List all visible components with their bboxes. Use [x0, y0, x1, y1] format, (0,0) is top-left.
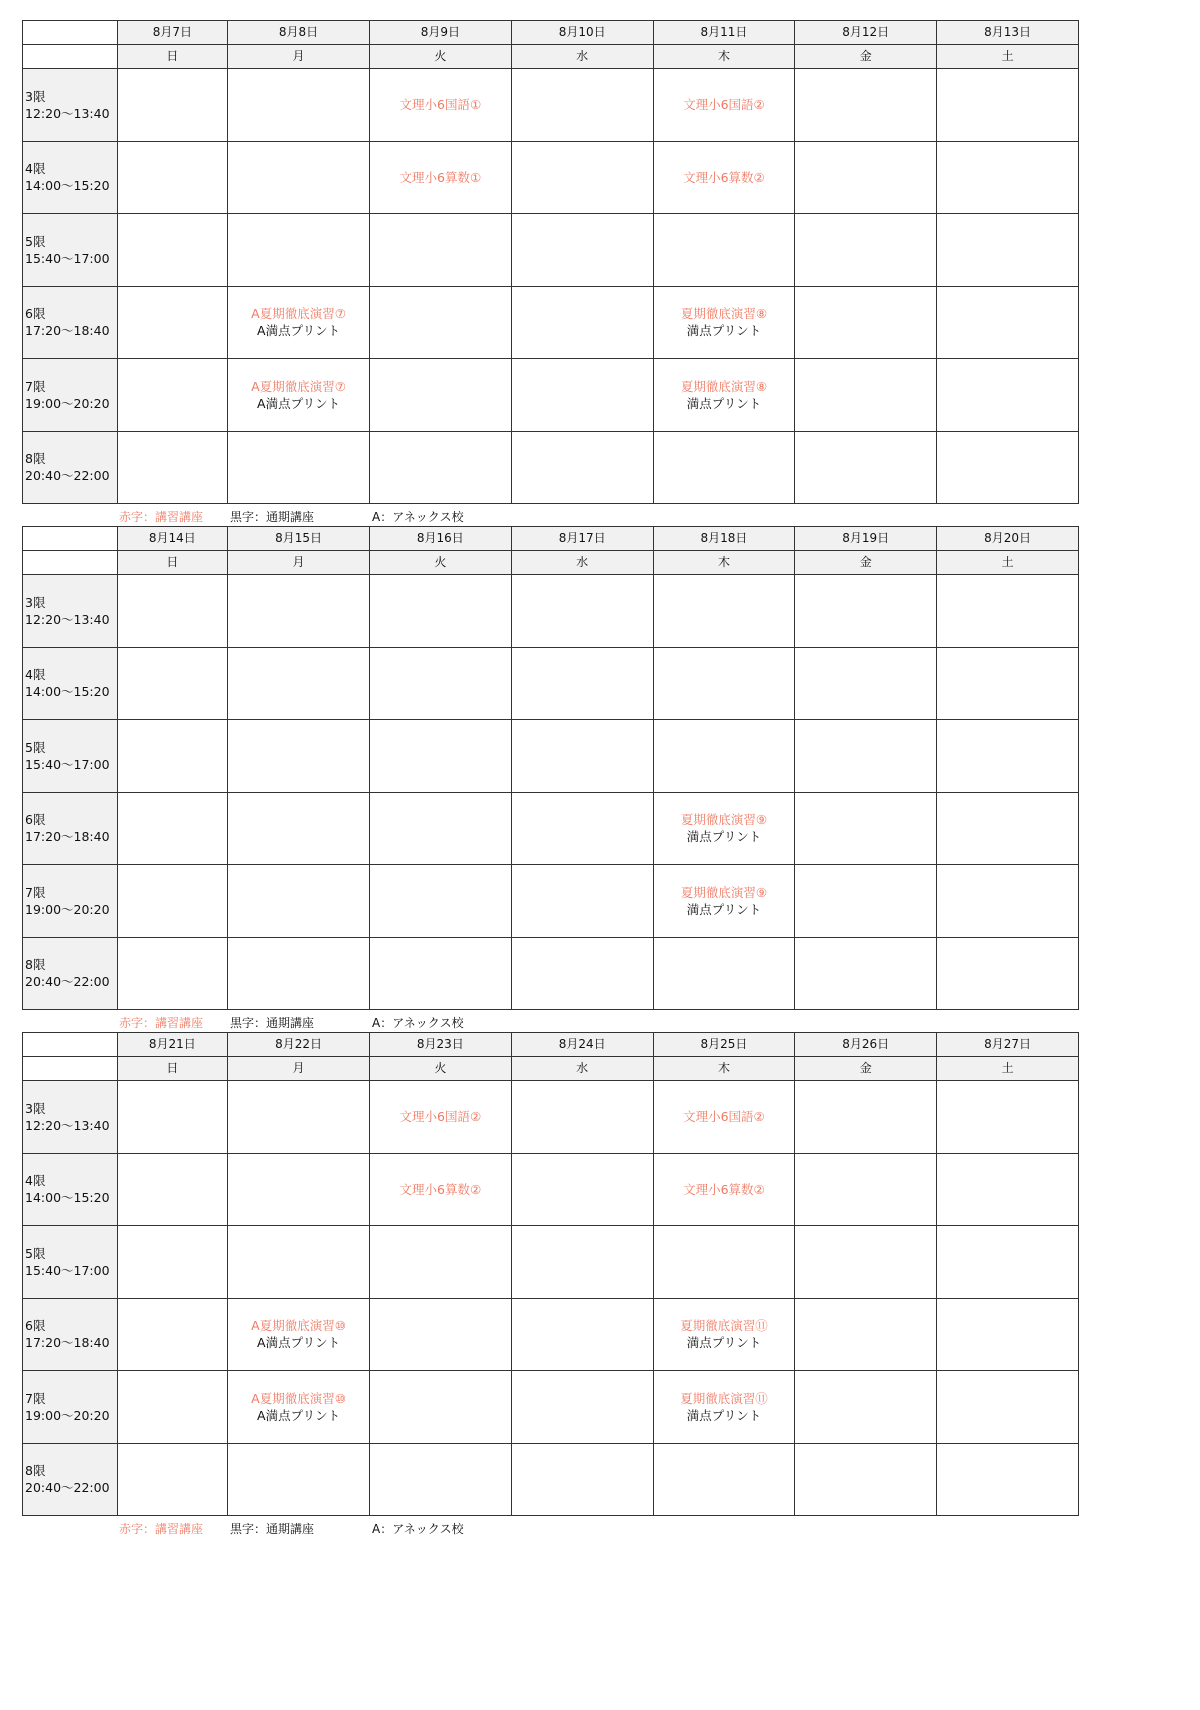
date-header: 8月11日: [653, 21, 795, 45]
date-header: 8月17日: [511, 527, 653, 551]
date-header: 8月22日: [228, 1033, 370, 1057]
period-time: 15:40～17:00: [25, 250, 110, 266]
schedule-cell: [511, 647, 653, 720]
seasonal-course: 夏期徹底演習⑧: [680, 378, 768, 394]
schedule-cell: [795, 1081, 937, 1154]
schedule-cell: [369, 575, 511, 648]
schedule-cell: [937, 1298, 1079, 1371]
schedule-cell: [117, 647, 228, 720]
schedule-cell: [369, 1298, 511, 1371]
seasonal-course: 文理小6国語①: [399, 97, 482, 113]
schedule-cell: [117, 214, 228, 287]
schedule-cell: [937, 1443, 1079, 1516]
schedule-cell: [228, 431, 370, 504]
period-row: [23, 1371, 1079, 1444]
schedule-cell: [117, 141, 228, 214]
schedule-cell: [937, 937, 1079, 1010]
schedule-cell: [228, 792, 370, 865]
schedule-cell: [369, 865, 511, 938]
period-number: 6限: [25, 812, 46, 828]
date-header: 8月15日: [228, 527, 370, 551]
date-header: 8月19日: [795, 527, 937, 551]
schedule-cell: [369, 214, 511, 287]
period-label: [23, 1298, 118, 1371]
weekday-header: 木: [653, 45, 795, 69]
schedule-cell: [937, 1371, 1079, 1444]
weekday-header-row: [23, 1057, 1079, 1081]
period-number: 4限: [25, 1173, 46, 1189]
period-row: [23, 141, 1079, 214]
schedule-cell: [511, 431, 653, 504]
date-header: 8月16日: [369, 527, 511, 551]
period-number: 8限: [25, 957, 46, 973]
seasonal-course: 文理小6算数①: [399, 169, 482, 185]
schedule-cell: [795, 69, 937, 142]
period-time: 12:20～13:40: [25, 105, 110, 121]
date-header: 8月24日: [511, 1033, 653, 1057]
weekday-header: 火: [369, 1057, 511, 1081]
period-number: 3限: [25, 88, 46, 104]
schedule-cell: [795, 1443, 937, 1516]
period-time: 12:20～13:40: [25, 611, 110, 627]
schedule-cell: [653, 1371, 795, 1444]
period-row: [23, 1226, 1079, 1299]
header-corner: [23, 1057, 118, 1081]
schedule-cell: [937, 792, 1079, 865]
schedule-cell: [795, 359, 937, 432]
period-row: [23, 1153, 1079, 1226]
legend-regular: 黒字：通期講座: [230, 1016, 315, 1030]
schedule-cell: [117, 575, 228, 648]
header-corner: [23, 21, 118, 45]
schedule-cell: [369, 286, 511, 359]
period-number: 7限: [25, 378, 46, 394]
schedule-cell: [511, 1081, 653, 1154]
date-header: 8月25日: [653, 1033, 795, 1057]
legend-annex: A：アネックス校: [372, 1522, 464, 1536]
schedule-cell: [511, 359, 653, 432]
period-time: 14:00～15:20: [25, 1190, 110, 1206]
schedule-cell: [937, 286, 1079, 359]
schedule-cell: [795, 720, 937, 793]
period-number: 5限: [25, 739, 46, 755]
regular-course: 満点プリント: [686, 395, 762, 411]
schedule-cell: [653, 286, 795, 359]
header-corner: [23, 45, 118, 69]
schedule-cell: [369, 1443, 511, 1516]
schedule-cell: [653, 1298, 795, 1371]
schedule-cell: [117, 865, 228, 938]
schedule-cell: [937, 720, 1079, 793]
seasonal-course: 文理小6国語②: [399, 1109, 482, 1125]
date-header: 8月14日: [117, 527, 228, 551]
period-time: 20:40～22:00: [25, 468, 110, 484]
schedule-cell: [228, 69, 370, 142]
legend: [22, 504, 1079, 526]
regular-course: A満点プリント: [257, 1335, 341, 1351]
schedule-cell: [653, 214, 795, 287]
schedule-cell: [369, 431, 511, 504]
schedule-cell: [937, 575, 1079, 648]
schedule-cell: [369, 1081, 511, 1154]
seasonal-course: 文理小6国語②: [683, 97, 765, 113]
period-label: [23, 720, 118, 793]
schedule-cell: [937, 431, 1079, 504]
schedule-cell: [795, 141, 937, 214]
period-label: [23, 1443, 118, 1516]
legend-seasonal: 赤字：講習講座: [119, 510, 204, 524]
regular-course: 満点プリント: [686, 1335, 762, 1351]
date-header: 8月26日: [795, 1033, 937, 1057]
header-corner: [23, 527, 118, 551]
schedule-cell: [795, 1371, 937, 1444]
period-time: 20:40～22:00: [25, 1480, 110, 1496]
schedule-cell: [117, 792, 228, 865]
schedule-cell: [511, 1153, 653, 1226]
schedule-cell: [937, 214, 1079, 287]
date-header: 8月10日: [511, 21, 653, 45]
seasonal-course: A夏期徹底演習⑦: [251, 306, 346, 322]
period-label: [23, 575, 118, 648]
period-label: [23, 865, 118, 938]
date-header: 8月18日: [653, 527, 795, 551]
weekday-header: 月: [228, 1057, 370, 1081]
schedule-cell: [795, 431, 937, 504]
schedule-cell: [228, 1226, 370, 1299]
period-time: 12:20～13:40: [25, 1117, 110, 1133]
schedule-cell: [511, 937, 653, 1010]
schedule-cell: [117, 431, 228, 504]
schedule-cell: [795, 1153, 937, 1226]
weekday-header: 木: [653, 1057, 795, 1081]
period-time: 20:40～22:00: [25, 974, 110, 990]
period-time: 17:20～18:40: [25, 829, 110, 845]
schedule-cell: [653, 431, 795, 504]
schedule-cell: [228, 141, 370, 214]
schedule-cell: [795, 575, 937, 648]
period-number: 6限: [25, 306, 46, 322]
weekday-header: 水: [511, 1057, 653, 1081]
period-time: 14:00～15:20: [25, 684, 110, 700]
schedule-cell: [653, 647, 795, 720]
schedule-cell: [511, 214, 653, 287]
period-label: [23, 69, 118, 142]
schedule-cell: [511, 1298, 653, 1371]
schedule-cell: [937, 141, 1079, 214]
schedule-cell: [117, 720, 228, 793]
weekday-header: 金: [795, 551, 937, 575]
schedule-cell: [511, 865, 653, 938]
schedule-cell: [117, 69, 228, 142]
legend-regular: 黒字：通期講座: [230, 1522, 315, 1536]
period-row: [23, 792, 1079, 865]
regular-course: 満点プリント: [686, 901, 762, 917]
schedule-cell: [228, 359, 370, 432]
legend-seasonal: 赤字：講習講座: [119, 1522, 204, 1536]
schedule-cell: [795, 792, 937, 865]
period-label: [23, 1081, 118, 1154]
schedule-cell: [653, 1443, 795, 1516]
schedule-cell: [117, 937, 228, 1010]
schedule-cell: [937, 1226, 1079, 1299]
schedule-cell: [653, 1226, 795, 1299]
period-number: 8限: [25, 451, 46, 467]
schedule-cell: [795, 1298, 937, 1371]
schedule-cell: [228, 865, 370, 938]
weekday-header: 水: [511, 45, 653, 69]
schedule-cell: [795, 647, 937, 720]
seasonal-course: 夏期徹底演習⑧: [680, 306, 768, 322]
schedule-cell: [228, 720, 370, 793]
schedule-cell: [511, 792, 653, 865]
schedule-cell: [653, 359, 795, 432]
schedule-cell: [937, 1081, 1079, 1154]
period-number: 6限: [25, 1318, 46, 1334]
date-header: 8月21日: [117, 1033, 228, 1057]
schedule-cell: [369, 647, 511, 720]
weekday-header-row: [23, 551, 1079, 575]
period-label: [23, 647, 118, 720]
schedule-cell: [228, 1153, 370, 1226]
seasonal-course: 夏期徹底演習⑪: [680, 1390, 768, 1406]
date-header: 8月20日: [937, 527, 1079, 551]
legend-annex: A：アネックス校: [372, 1016, 464, 1030]
period-row: [23, 286, 1079, 359]
period-time: 19:00～20:20: [25, 901, 110, 917]
schedule-cell: [117, 286, 228, 359]
weekday-header: 月: [228, 551, 370, 575]
schedule-cell: [117, 1443, 228, 1516]
weekday-header: 日: [117, 1057, 228, 1081]
period-number: 5限: [25, 1245, 46, 1261]
schedule-cell: [228, 1443, 370, 1516]
period-label: [23, 792, 118, 865]
period-time: 17:20～18:40: [25, 1335, 110, 1351]
legend: [22, 1010, 1079, 1032]
seasonal-course: 文理小6算数②: [683, 1181, 765, 1197]
weekday-header-row: [23, 45, 1079, 69]
date-header: 8月8日: [228, 21, 370, 45]
schedule-cell: [369, 359, 511, 432]
weekday-header: 火: [369, 45, 511, 69]
period-row: [23, 359, 1079, 432]
schedule-cell: [369, 720, 511, 793]
schedule-cell: [795, 865, 937, 938]
schedule-cell: [653, 720, 795, 793]
period-number: 8限: [25, 1463, 46, 1479]
seasonal-course: 文理小6算数②: [399, 1181, 482, 1197]
week-table: [22, 526, 1079, 1010]
schedule-cell: [369, 937, 511, 1010]
schedule-cell: [369, 1371, 511, 1444]
period-time: 17:20～18:40: [25, 323, 110, 339]
date-header-row: [23, 527, 1079, 551]
period-row: [23, 214, 1079, 287]
period-time: 15:40～17:00: [25, 1262, 110, 1278]
schedule-cell: [511, 141, 653, 214]
schedule-cell: [937, 1153, 1079, 1226]
schedule-cell: [369, 69, 511, 142]
seasonal-course: A夏期徹底演習⑩: [251, 1390, 346, 1406]
schedule-cell: [117, 1226, 228, 1299]
regular-course: 満点プリント: [686, 1407, 762, 1423]
schedule-cell: [511, 1226, 653, 1299]
schedule-cell: [653, 575, 795, 648]
schedule-cell: [228, 1298, 370, 1371]
period-label: [23, 359, 118, 432]
schedule-cell: [228, 214, 370, 287]
schedule-cell: [228, 647, 370, 720]
schedule-cell: [511, 1371, 653, 1444]
seasonal-course: A夏期徹底演習⑩: [251, 1318, 346, 1334]
date-header: 8月9日: [369, 21, 511, 45]
legend-regular: 黒字：通期講座: [230, 510, 315, 524]
seasonal-course: 夏期徹底演習⑪: [680, 1318, 768, 1334]
period-number: 4限: [25, 161, 46, 177]
period-row: [23, 69, 1079, 142]
schedule-cell: [228, 937, 370, 1010]
week-table: [22, 1032, 1079, 1516]
weekday-header: 金: [795, 45, 937, 69]
legend-seasonal: 赤字：講習講座: [119, 1016, 204, 1030]
seasonal-course: 夏期徹底演習⑨: [680, 884, 768, 900]
schedule-cell: [653, 865, 795, 938]
regular-course: 満点プリント: [686, 829, 762, 845]
date-header-row: [23, 21, 1079, 45]
schedule-cell: [653, 1081, 795, 1154]
period-row: [23, 720, 1079, 793]
schedule-cell: [653, 1153, 795, 1226]
date-header-row: [23, 1033, 1079, 1057]
schedule-cell: [653, 792, 795, 865]
period-row: [23, 1298, 1079, 1371]
regular-course: A満点プリント: [257, 395, 341, 411]
regular-course: A満点プリント: [257, 1407, 341, 1423]
period-row: [23, 1081, 1079, 1154]
schedule-cell: [937, 359, 1079, 432]
weekday-header: 土: [937, 1057, 1079, 1081]
weekday-header: 月: [228, 45, 370, 69]
schedule-cell: [117, 1153, 228, 1226]
schedule-cell: [937, 865, 1079, 938]
period-row: [23, 1443, 1079, 1516]
schedule-cell: [369, 792, 511, 865]
weekday-header: 木: [653, 551, 795, 575]
period-label: [23, 141, 118, 214]
seasonal-course: 文理小6国語②: [683, 1109, 765, 1125]
weekday-header: 土: [937, 551, 1079, 575]
schedule-cell: [653, 937, 795, 1010]
schedule-cell: [653, 141, 795, 214]
period-number: 3限: [25, 594, 46, 610]
schedule-cell: [511, 286, 653, 359]
period-time: 19:00～20:20: [25, 1407, 110, 1423]
schedule-cell: [795, 286, 937, 359]
schedule-cell: [511, 575, 653, 648]
period-row: [23, 647, 1079, 720]
schedule-cell: [369, 1153, 511, 1226]
period-row: [23, 937, 1079, 1010]
schedule-cell: [937, 647, 1079, 720]
period-label: [23, 1371, 118, 1444]
period-time: 14:00～15:20: [25, 178, 110, 194]
weekday-header: 水: [511, 551, 653, 575]
period-row: [23, 575, 1079, 648]
schedule-cell: [795, 937, 937, 1010]
period-label: [23, 1153, 118, 1226]
regular-course: A満点プリント: [257, 323, 341, 339]
seasonal-course: 文理小6算数②: [683, 169, 765, 185]
period-number: 7限: [25, 1390, 46, 1406]
schedule-cell: [653, 69, 795, 142]
schedule-cell: [228, 286, 370, 359]
period-number: 3限: [25, 1100, 46, 1116]
period-row: [23, 865, 1079, 938]
schedule-cell: [795, 1226, 937, 1299]
period-number: 4限: [25, 667, 46, 683]
weekday-header: 日: [117, 551, 228, 575]
schedule-cell: [369, 141, 511, 214]
schedule-cell: [228, 1081, 370, 1154]
weekday-header: 火: [369, 551, 511, 575]
schedule-cell: [511, 1443, 653, 1516]
period-number: 7限: [25, 884, 46, 900]
period-number: 5限: [25, 233, 46, 249]
schedule-cell: [228, 1371, 370, 1444]
weekday-header: 日: [117, 45, 228, 69]
date-header: 8月7日: [117, 21, 228, 45]
period-label: [23, 1226, 118, 1299]
legend: [22, 1516, 1079, 1538]
schedule-cell: [117, 359, 228, 432]
period-label: [23, 431, 118, 504]
schedule-cell: [117, 1371, 228, 1444]
date-header: 8月23日: [369, 1033, 511, 1057]
schedule-cell: [369, 1226, 511, 1299]
weekday-header: 土: [937, 45, 1079, 69]
date-header: 8月12日: [795, 21, 937, 45]
schedule-document: [22, 20, 1079, 1538]
schedule-cell: [937, 69, 1079, 142]
legend-annex: A：アネックス校: [372, 510, 464, 524]
date-header: 8月27日: [937, 1033, 1079, 1057]
period-label: [23, 286, 118, 359]
weekday-header: 金: [795, 1057, 937, 1081]
period-label: [23, 937, 118, 1010]
header-corner: [23, 1033, 118, 1057]
schedule-cell: [228, 575, 370, 648]
schedule-cell: [117, 1081, 228, 1154]
seasonal-course: A夏期徹底演習⑦: [251, 378, 346, 394]
date-header: 8月13日: [937, 21, 1079, 45]
seasonal-course: 夏期徹底演習⑨: [680, 812, 768, 828]
schedule-cell: [795, 214, 937, 287]
week-table: [22, 20, 1079, 504]
period-label: [23, 214, 118, 287]
schedule-cell: [511, 720, 653, 793]
period-row: [23, 431, 1079, 504]
schedule-cell: [117, 1298, 228, 1371]
regular-course: 満点プリント: [686, 323, 762, 339]
period-time: 15:40～17:00: [25, 756, 110, 772]
schedule-cell: [511, 69, 653, 142]
header-corner: [23, 551, 118, 575]
period-time: 19:00～20:20: [25, 395, 110, 411]
